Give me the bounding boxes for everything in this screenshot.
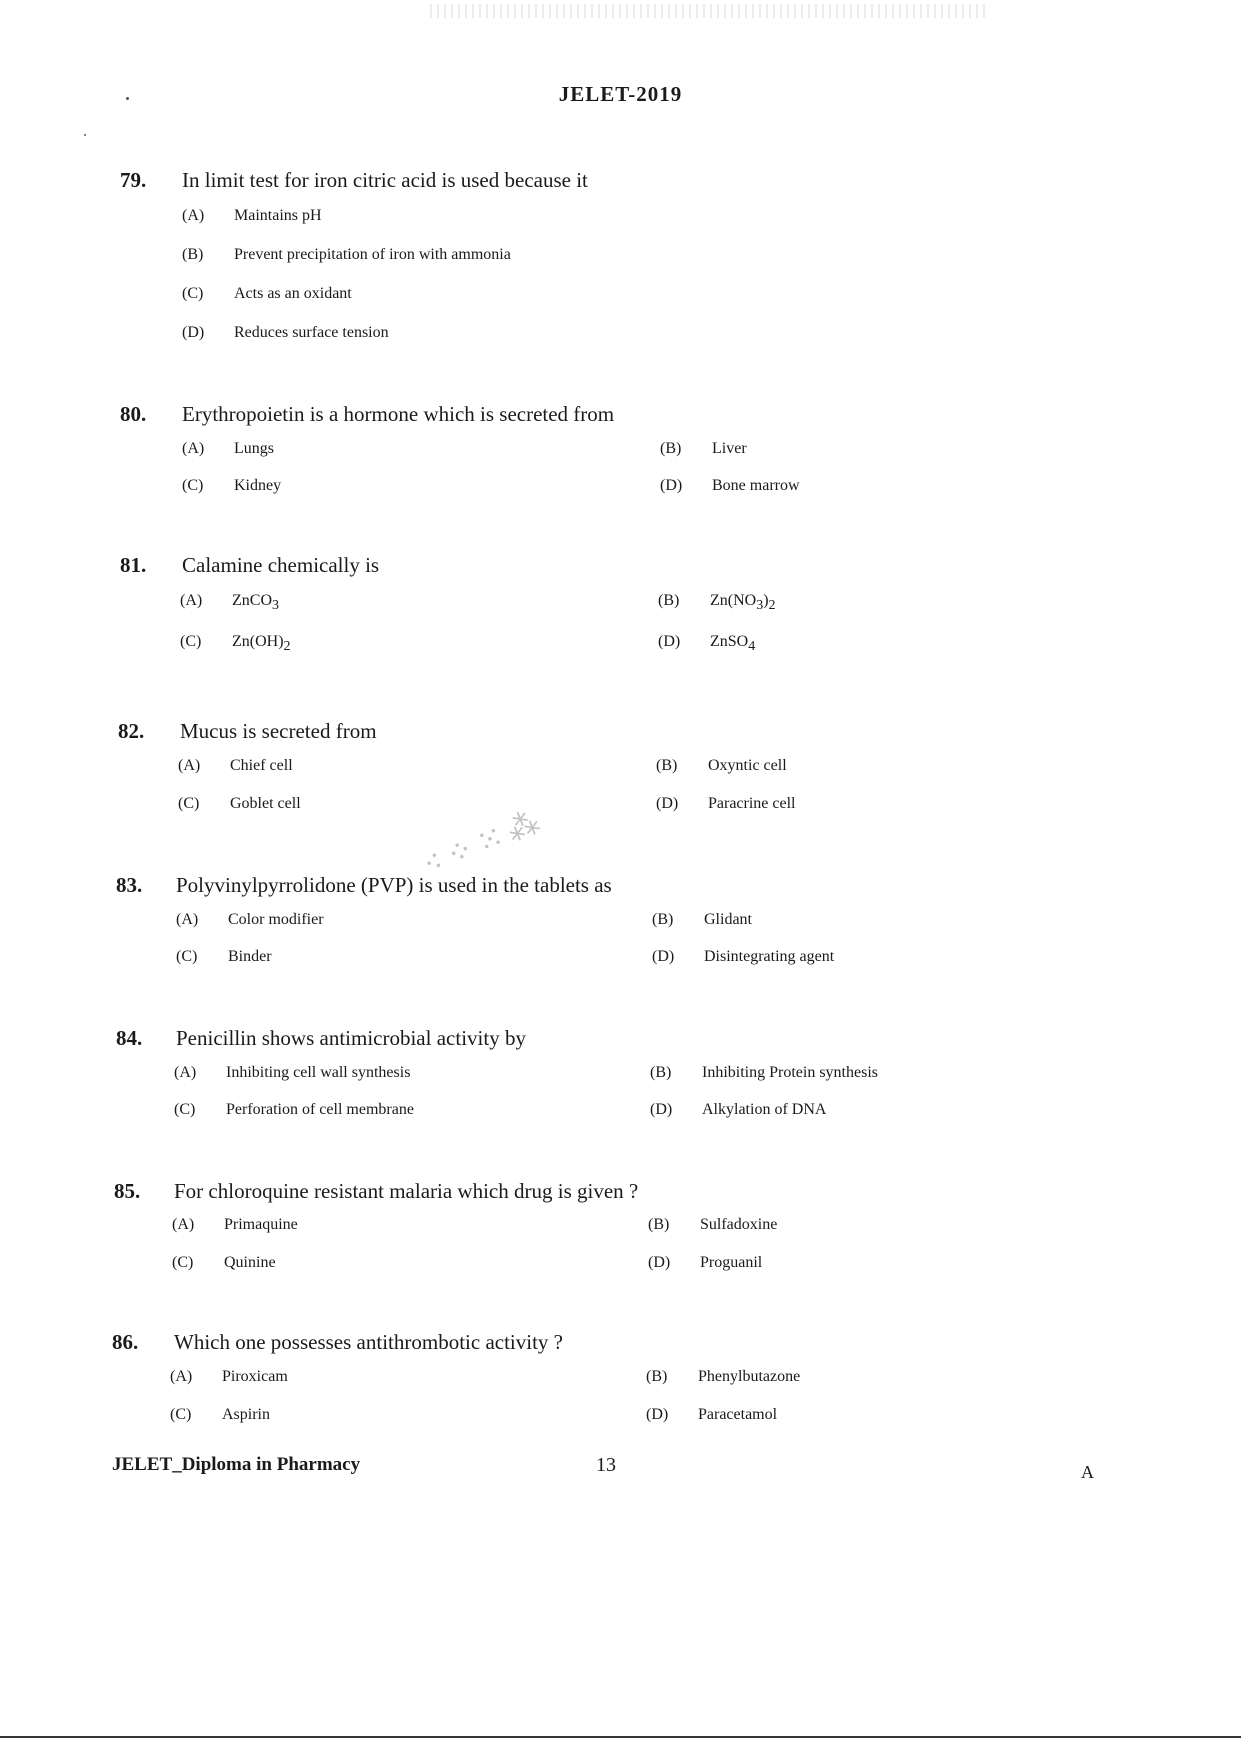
formula: Zn(NO (710, 592, 757, 609)
option-text: Inhibiting Protein synthesis (702, 1064, 878, 1081)
formula-subscript: 2 (768, 598, 776, 614)
option-d[interactable] (646, 1406, 777, 1424)
option-row (0, 1064, 1241, 1094)
option-a[interactable] (182, 440, 274, 458)
option-label: (B) (658, 592, 680, 609)
option-label: (A) (178, 757, 201, 774)
option-d[interactable] (650, 1101, 826, 1119)
option-row (0, 207, 1241, 237)
option-label: (A) (182, 440, 205, 457)
option-c[interactable] (182, 477, 281, 495)
option-text: Disintegrating agent (704, 948, 835, 965)
page-title: JELET-2019 (558, 82, 683, 106)
option-label: (C) (170, 1406, 192, 1423)
set-code: A (1081, 1462, 1094, 1482)
option-text: Glidant (704, 911, 752, 928)
office-stamp: ⁖⁘⁙⁂ (417, 800, 551, 884)
option-row (0, 1101, 1241, 1131)
question-number: 86. (112, 1330, 139, 1354)
option-b[interactable] (648, 1216, 777, 1234)
option-text: Color modifier (228, 911, 324, 928)
option-label: (B) (182, 246, 204, 263)
option-label: (D) (660, 477, 683, 494)
option-text: Kidney (234, 477, 282, 494)
option-text: Maintains pH (234, 207, 322, 224)
formula-subscript: 2 (283, 639, 291, 655)
option-label: (D) (648, 1254, 671, 1271)
option-label: (D) (182, 324, 205, 341)
question-number: 83. (116, 873, 143, 897)
question-number: 82. (118, 719, 145, 743)
option-b[interactable] (646, 1368, 800, 1386)
bottom-divider (0, 1736, 1241, 1738)
option-text: Sulfadoxine (700, 1216, 778, 1233)
option-row (0, 324, 1241, 354)
option-label: (C) (178, 795, 200, 812)
option-c[interactable] (172, 1254, 276, 1272)
option-label: (A) (182, 207, 205, 224)
option-c[interactable] (178, 795, 301, 813)
option-label: (A) (174, 1064, 197, 1081)
option-text: Aspirin (222, 1406, 270, 1423)
option-text: Chief cell (230, 757, 293, 774)
question-number: 80. (120, 402, 147, 426)
option-label: (C) (176, 948, 198, 965)
option-label: (B) (650, 1064, 672, 1081)
option-text: Liver (712, 440, 747, 457)
formula-tail: ) (763, 592, 769, 609)
option-label: (A) (180, 592, 203, 609)
option-b[interactable] (658, 592, 776, 614)
option-label: (B) (656, 757, 678, 774)
option-label: (D) (646, 1406, 669, 1423)
option-a[interactable] (174, 1064, 410, 1082)
option-label: (B) (646, 1368, 668, 1385)
option-a[interactable] (180, 592, 279, 614)
option-row (0, 477, 1241, 507)
option-label: (A) (172, 1216, 195, 1233)
option-d[interactable] (660, 477, 800, 495)
option-label: (B) (648, 1216, 670, 1233)
question-text: In limit test for iron citric acid is used because it (182, 168, 588, 192)
option-text: Quinine (224, 1254, 276, 1271)
option-text: Goblet cell (230, 795, 301, 812)
option-label: (C) (172, 1254, 194, 1271)
option-b[interactable] (650, 1064, 878, 1082)
option-a[interactable] (170, 1368, 288, 1386)
option-label: (C) (180, 633, 202, 650)
option-a[interactable] (176, 911, 324, 929)
option-row (0, 1254, 1241, 1284)
formula-subscript: 4 (748, 639, 756, 655)
option-text: Binder (228, 948, 272, 965)
formula-subscript: 3 (756, 598, 764, 614)
option-row (0, 911, 1241, 941)
formula-subscript: 3 (272, 598, 279, 614)
formula: ZnCO (232, 592, 272, 609)
question-text: Penicillin shows antimicrobial activity by (176, 1026, 526, 1050)
option-text: Paracetamol (698, 1406, 778, 1423)
option-text: Alkylation of DNA (702, 1101, 827, 1118)
option-label: (C) (182, 477, 204, 494)
option-b[interactable] (660, 440, 747, 458)
option-label: (D) (652, 948, 675, 965)
option-b[interactable] (652, 911, 752, 929)
option-label: (C) (174, 1101, 196, 1118)
option-d[interactable] (656, 795, 796, 813)
option-a[interactable] (172, 1216, 298, 1234)
option-text: Acts as an oxidant (234, 285, 352, 302)
option-text: Perforation of cell membrane (226, 1101, 414, 1118)
option-row (0, 285, 1241, 315)
option-row (0, 633, 1241, 663)
option-row (0, 1216, 1241, 1246)
option-text: Bone marrow (712, 477, 800, 494)
option-row (0, 592, 1241, 622)
option-label: (A) (176, 911, 199, 928)
option-c[interactable] (174, 1101, 414, 1119)
option-c[interactable] (182, 285, 352, 303)
formula: Zn(OH) (232, 633, 284, 650)
option-text: Primaquine (224, 1216, 298, 1233)
question-text: Polyvinylpyrrolidone (PVP) is used in the tablets as (176, 873, 612, 897)
question-text: Which one possesses antithrombotic activity ? (174, 1330, 563, 1354)
option-text: Oxyntic cell (708, 757, 787, 774)
option-row (0, 246, 1241, 276)
question-text: Erythropoietin is a hormone which is secreted from (182, 402, 615, 426)
option-row (0, 757, 1241, 787)
question-number: 79. (120, 168, 147, 192)
option-c[interactable] (176, 948, 272, 966)
option-row (0, 1368, 1241, 1398)
option-label: (B) (660, 440, 682, 457)
option-label: (C) (182, 285, 204, 302)
option-text: Reduces surface tension (234, 324, 389, 341)
option-text: Lungs (234, 440, 274, 457)
option-row (0, 440, 1241, 470)
page-number: 13 (596, 1454, 616, 1476)
option-a[interactable] (182, 207, 322, 225)
option-label: (D) (650, 1101, 673, 1118)
option-text: Paracrine cell (708, 795, 796, 812)
option-b[interactable] (182, 246, 511, 264)
question-number: 81. (120, 553, 147, 577)
scan-speck (84, 134, 86, 136)
option-label: (A) (170, 1368, 193, 1385)
formula: ZnSO (710, 633, 749, 650)
option-row (0, 1406, 1241, 1436)
option-text: Prevent precipitation of iron with ammonia (234, 246, 511, 263)
question-text: For chloroquine resistant malaria which drug is given ? (174, 1179, 639, 1203)
scan-artifact (430, 4, 990, 18)
question-number: 84. (116, 1026, 143, 1050)
question-text: Mucus is secreted from (180, 719, 377, 743)
option-row (0, 948, 1241, 978)
option-b[interactable] (656, 757, 787, 775)
option-text: Inhibiting cell wall synthesis (226, 1064, 411, 1081)
option-d[interactable] (648, 1254, 762, 1272)
option-c[interactable] (170, 1406, 270, 1424)
option-label: (B) (652, 911, 674, 928)
option-label: (D) (656, 795, 679, 812)
option-text: Piroxicam (222, 1368, 288, 1385)
option-d[interactable] (182, 324, 389, 342)
option-text: Phenylbutazone (698, 1368, 801, 1385)
option-d[interactable] (658, 633, 755, 655)
option-text: Proguanil (700, 1254, 763, 1271)
question-number: 85. (114, 1179, 141, 1203)
option-a[interactable] (178, 757, 293, 775)
option-c[interactable] (180, 633, 291, 655)
option-label: (D) (658, 633, 681, 650)
option-d[interactable] (652, 948, 834, 966)
footer-course: JELET_Diploma in Pharmacy (112, 1454, 361, 1475)
question-text: Calamine chemically is (182, 553, 380, 577)
